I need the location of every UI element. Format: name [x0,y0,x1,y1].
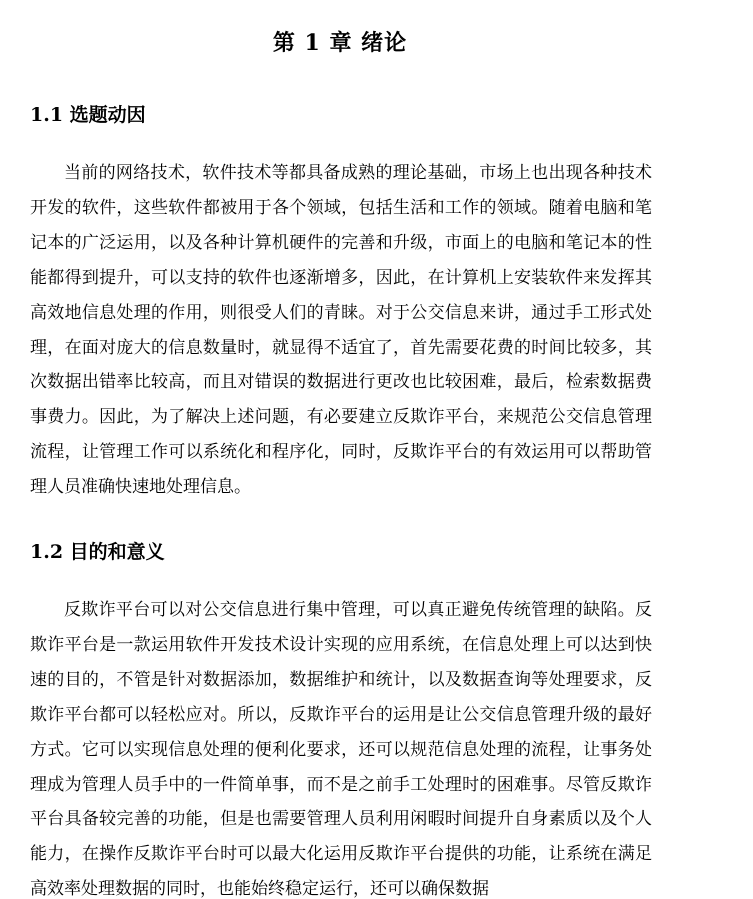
section-paragraph-1-1: 当前的网络技术，软件技术等都具备成熟的理论基础，市场上也出现各种技术开发的软件，这些软件都被用于各个领域，包括生活和工作的领域。随着电脑和笔记本的广泛运用，以及各种计算机硬件的完善和升级，市面上的电脑和笔记本的性能都得到提升，可以支持的软件也逐渐增多，因此，在计算机上安装软件来发挥其高效地信息处理的作用，则很受人们的青睐。对于公交信息来讲，通过手工形式处理，在面对庞大的信息数量时，就显得不适宜了，首先需要花费的时间比较多，其次数据出错率比较高，而且对错误的数据进行更改也比较困难，最后，检索数据费事费力。因此，为了解决上述问题，有必要建立反欺诈平台，来规范公交信息管理流程，让管理工作可以系统化和程序化，同时，反欺诈平台的有效运用可以帮助管理人员准确快速地处理信息。 [30,163,652,498]
chapter-title: 第 1 章 绪论 [272,30,408,56]
section-heading-1-1: 1.1 选题动因 [30,104,146,126]
section-paragraph-1-2: 反欺诈平台可以对公交信息进行集中管理，可以真正避免传统管理的缺陷。反欺诈平台是一款运用软件开发技术设计实现的应用系统，在信息处理上可以达到快速的目的，不管是针对数据添加，数据维护和统计，以及数据查询等处理要求，反欺诈平台都可以轻松应对。所以，反欺诈平台的运用是让公交信息管理升级的最好方式。它可以实现信息处理的便利化要求，还可以规范信息处理的流程，让事务处理成为管理人员手中的一件简单事，而不是之前手工处理时的困难事。尽管反欺诈平台具备较完善的功能，但是也需要管理人员利用闲暇时间提升自身素质以及个人能力，在操作反欺诈平台时可以最大化运用反欺诈平台提供的功能，让系统在满足高效率处理数据的同时，也能始终稳定运行，还可以确保数据 [30,600,652,899]
section-heading-1-2: 1.2 目的和意义 [30,541,165,563]
